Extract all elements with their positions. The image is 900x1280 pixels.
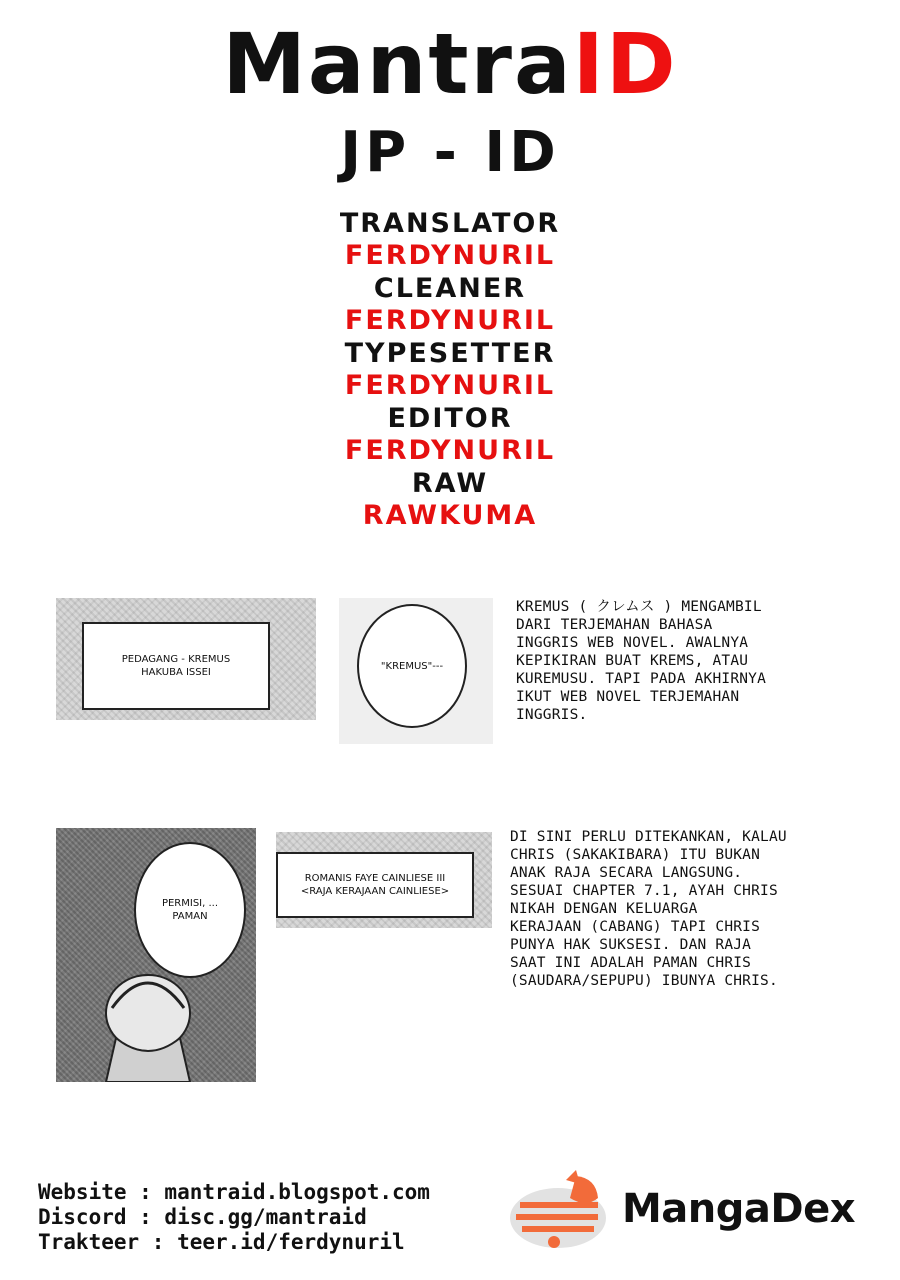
credits-list [0,208,900,533]
credit-raw [0,468,900,533]
credit-editor [0,403,900,468]
mangadex-cat-icon [506,1168,616,1252]
credit-role: TYPESETTER [344,338,556,369]
trakteer-link[interactable]: Trakteer : teer.id/ferdynuril [38,1230,405,1254]
character-silhouette [56,828,256,1082]
speech-bubble: "KREMUS"--- [357,604,467,728]
footer-links [38,1180,430,1255]
mangadex-logo [506,1168,876,1252]
manga-panel-kremus [339,598,493,744]
manga-panel-merchant [56,598,316,720]
website-link[interactable]: Website : mantraid.blogspot.com [38,1180,430,1204]
discord-link[interactable]: Discord : disc.gg/mantraid [38,1205,367,1229]
credit-name: FERDYNURIL [344,435,556,466]
translator-note-2: DI SINI PERLU DITEKANKAN, KALAU CHRIS (SAKAKIBARA) ITU BUKAN ANAK RAJA SECARA LANGSUNG. SESUAI CHAPTER 7.1, AYAH CHRIS NIKAH DENGAN KELUARGA KERAJAAN (CABANG) TAPI CHRIS PUNYA HAK SUKSESI. DAN RAJA SAAT INI ADALAH PAMAN CHRIS (SAUDARA/SEPUPU) IBUNYA CHRIS. [510,829,787,989]
credit-typesetter [0,338,900,403]
brand-main: Mantra [222,15,573,113]
caption-box: ROMANIS FAYE CAINLIESE III <RAJA KERAJAAN CAINLIESE> [276,852,474,918]
speech-bubble: PERMISI, ... PAMAN [134,842,246,978]
credit-role: EDITOR [387,403,513,434]
credit-name: FERDYNURIL [344,305,556,336]
credit-role: CLEANER [373,273,527,304]
brand-title [0,14,900,114]
credit-name: RAWKUMA [362,500,538,531]
caption-box: PEDAGANG - KREMUS HAKUBA ISSEI [82,622,270,710]
brand-accent: ID [572,15,678,113]
translator-note-1: KREMUS ( クレムス ) MENGAMBIL DARI TERJEMAHAN BAHASA INGGRIS WEB NOVEL. AWALNYA KEPIKIRAN BUAT KREMS, ATAU KUREMUSU. TAPI PADA AKHIRNYA IKUT WEB NOVEL TERJEMAHAN INGGRIS. [516,599,767,723]
credit-role: RAW [411,468,489,499]
mangadex-wordmark: MangaDex [622,1186,856,1232]
language-pair: JP - ID [340,120,560,185]
manga-panel-king [276,832,492,928]
credit-name: FERDYNURIL [344,370,556,401]
credit-name: FERDYNURIL [344,240,556,271]
credit-translator [0,208,900,273]
credit-role: TRANSLATOR [339,208,561,239]
manga-panel-chris [56,828,256,1082]
credit-cleaner [0,273,900,338]
